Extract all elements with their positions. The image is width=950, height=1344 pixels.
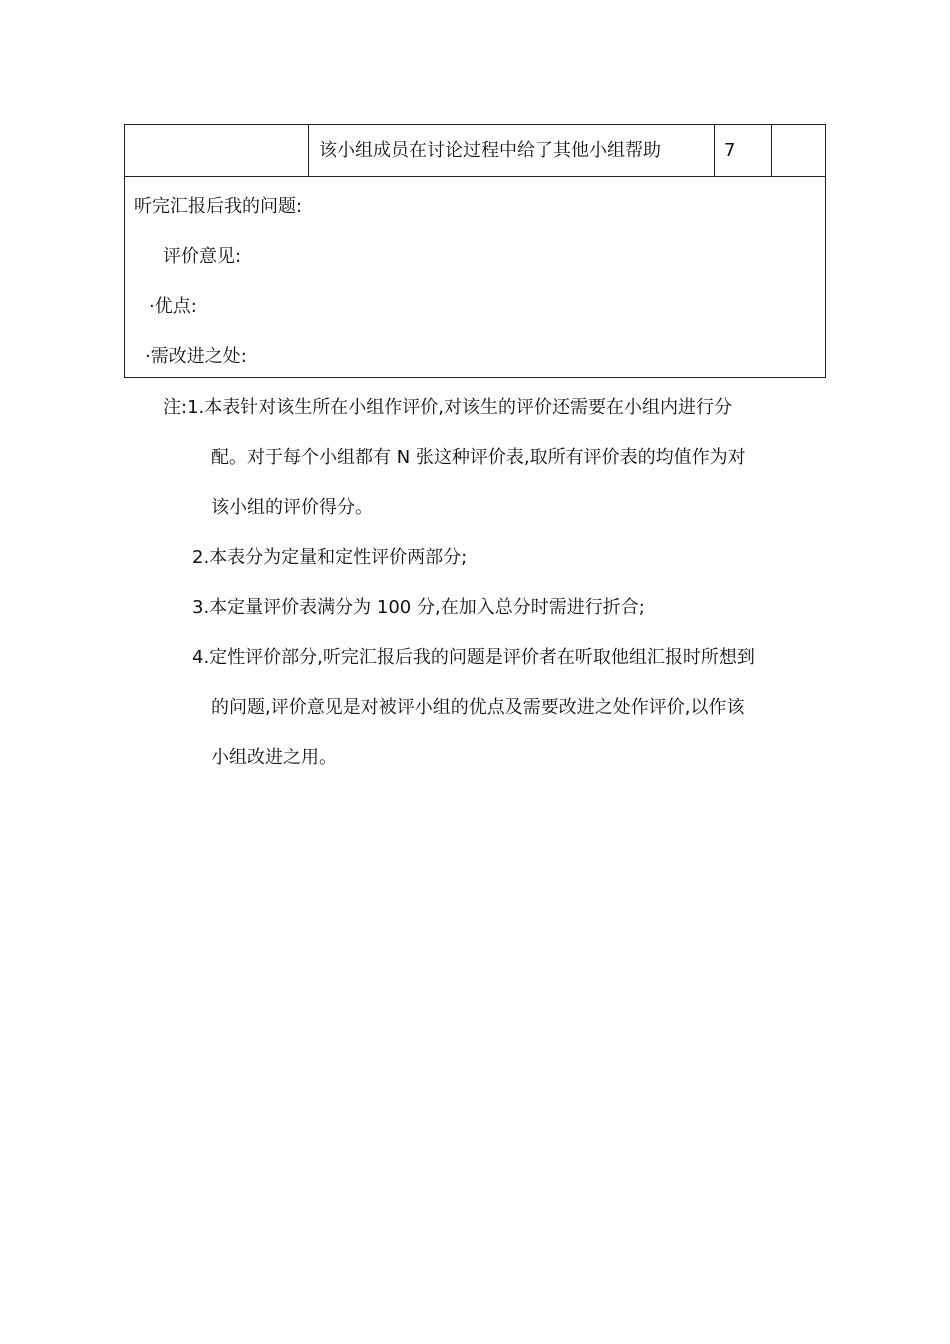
evaluation-table xyxy=(124,124,826,378)
points-cell: 7 xyxy=(715,125,772,176)
empty-category-cell xyxy=(125,125,309,176)
note-4-line-1: 4.定性评价部分,听完汇报后我的问题是评价者在听取他组汇报时所想到 xyxy=(192,647,755,668)
note-1-line-3: 该小组的评价得分。 xyxy=(211,497,373,518)
note-1-line-2: 配。对于每个小组都有 N 张这种评价表,取所有评价表的均值作为对 xyxy=(211,447,746,468)
table-row xyxy=(125,125,825,177)
score-cell xyxy=(772,125,825,176)
note-3: 3.本定量评价表满分为 100 分,在加入总分时需进行折合; xyxy=(192,597,645,618)
note-2: 2.本表分为定量和定性评价两部分; xyxy=(192,547,468,568)
criterion-cell: 该小组成员在讨论过程中给了其他小组帮助 xyxy=(309,125,715,176)
improvements-label: ·需改进之处: xyxy=(145,346,247,367)
strengths-label: ·优点: xyxy=(149,296,197,317)
qualitative-section xyxy=(125,177,825,377)
questions-label: 听完汇报后我的问题: xyxy=(134,196,303,217)
note-1-line-1: 注:1.本表针对该生所在小组作评价,对该生的评价还需要在小组内进行分 xyxy=(163,397,732,418)
opinion-label: 评价意见: xyxy=(163,246,242,267)
note-4-line-3: 小组改进之用。 xyxy=(211,747,337,768)
note-4-line-2: 的问题,评价意见是对被评小组的优点及需要改进之处作评价,以作该 xyxy=(211,697,745,718)
